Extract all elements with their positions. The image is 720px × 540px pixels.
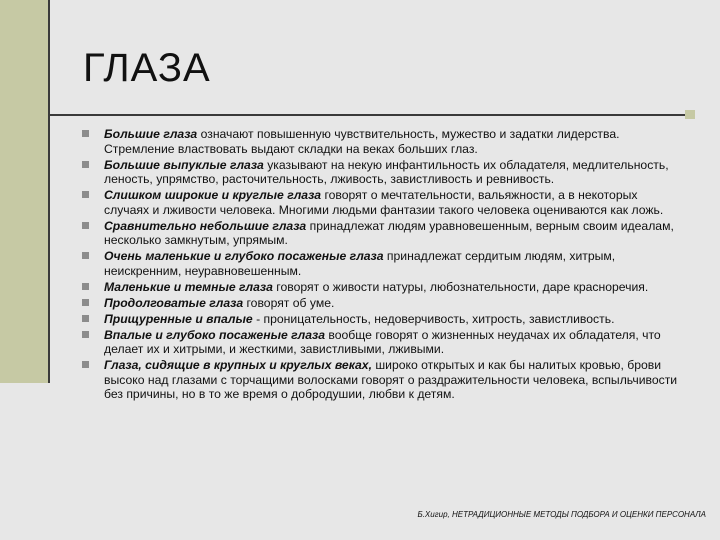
left-accent-bar xyxy=(0,0,48,383)
item-text: указывают на некую инфантильность их обладателя, медлительность, леность, упрямство, расточительность, лживость, завистливость и ревнивость. xyxy=(104,157,669,186)
list-item xyxy=(82,249,682,278)
list-item xyxy=(82,158,682,187)
item-text: принадлежат людям уравновешенным, верным своим идеалам, несколько замкнутым, упрямым. xyxy=(104,218,674,247)
list-item xyxy=(82,358,682,402)
item-emphasis: Сравнительно небольшие глаза xyxy=(104,218,307,233)
item-text: широко открытых и как бы налитых кровью, брови высоко над глазами с торчащими волосками говорят о раздражительности человека, вспыльчивости без причины, но в то же время о добродушии, любви к детям. xyxy=(104,358,678,401)
item-emphasis: Большие глаза xyxy=(104,127,198,141)
square-bullet-icon xyxy=(82,315,89,322)
square-bullet-icon xyxy=(82,252,89,259)
list-item xyxy=(82,127,682,156)
square-bullet-icon xyxy=(82,191,89,198)
item-emphasis: Маленькие и темные глаза xyxy=(104,279,273,294)
title-divider xyxy=(48,114,685,116)
square-bullet-icon xyxy=(82,222,89,229)
item-text: говорят о живости натуры, любознательности, даре красноречия. xyxy=(272,279,649,294)
square-bullet-icon xyxy=(82,361,89,368)
square-bullet-icon xyxy=(82,161,89,168)
item-text: означают повышенную чувствительность, мужество и задатки лидерства. Стремление властвовать выдают складки на веках больших глаз. xyxy=(104,127,620,156)
bullet-list xyxy=(82,127,682,403)
item-emphasis: Глаза, сидящие в крупных и круглых веках, xyxy=(104,358,372,372)
item-text: говорят о мечтательности, вальяжности, а в некоторых случаях и лживости человека. Многими людьми фантазии такого человека оцениваются как ложь. xyxy=(104,188,664,217)
list-item xyxy=(82,188,682,217)
item-text: вообще говорят о жизненных неудачах их обладателя, что делает их и хитрыми, и жесткими, завистливыми, лживыми. xyxy=(104,327,661,356)
item-text: говорят об уме. xyxy=(243,295,335,310)
list-item xyxy=(82,328,682,357)
item-emphasis: Очень маленькие и глубоко посаженые глаза xyxy=(104,249,384,263)
item-text: - проницательность, недоверчивость, хитрость, завистливость. xyxy=(252,311,615,326)
title-divider-accent xyxy=(685,110,695,119)
source-citation: Б.Хигир, НЕТРАДИЦИОННЫЕ МЕТОДЫ ПОДБОРА И ОЦЕНКИ ПЕРСОНАЛА xyxy=(417,510,706,519)
item-emphasis: Слишком широкие и круглые глаза xyxy=(104,188,322,202)
list-item xyxy=(82,312,682,327)
square-bullet-icon xyxy=(82,299,89,306)
square-bullet-icon xyxy=(82,283,89,290)
item-text: принадлежат сердитым людям, хитрым, неискренним, неуравновешенным. xyxy=(104,249,616,278)
left-vertical-rule xyxy=(48,0,50,383)
item-emphasis: Продолговатые глаза xyxy=(104,295,244,310)
list-item xyxy=(82,219,682,248)
list-item xyxy=(82,280,682,295)
item-emphasis: Прищуренные и впалые xyxy=(104,311,253,326)
square-bullet-icon xyxy=(82,331,89,338)
page-title: ГЛАЗА xyxy=(83,46,211,90)
list-item xyxy=(82,296,682,311)
square-bullet-icon xyxy=(82,130,89,137)
item-emphasis: Большие выпуклые глаза xyxy=(104,157,264,172)
item-emphasis: Впалые и глубоко посаженые глаза xyxy=(104,327,325,342)
